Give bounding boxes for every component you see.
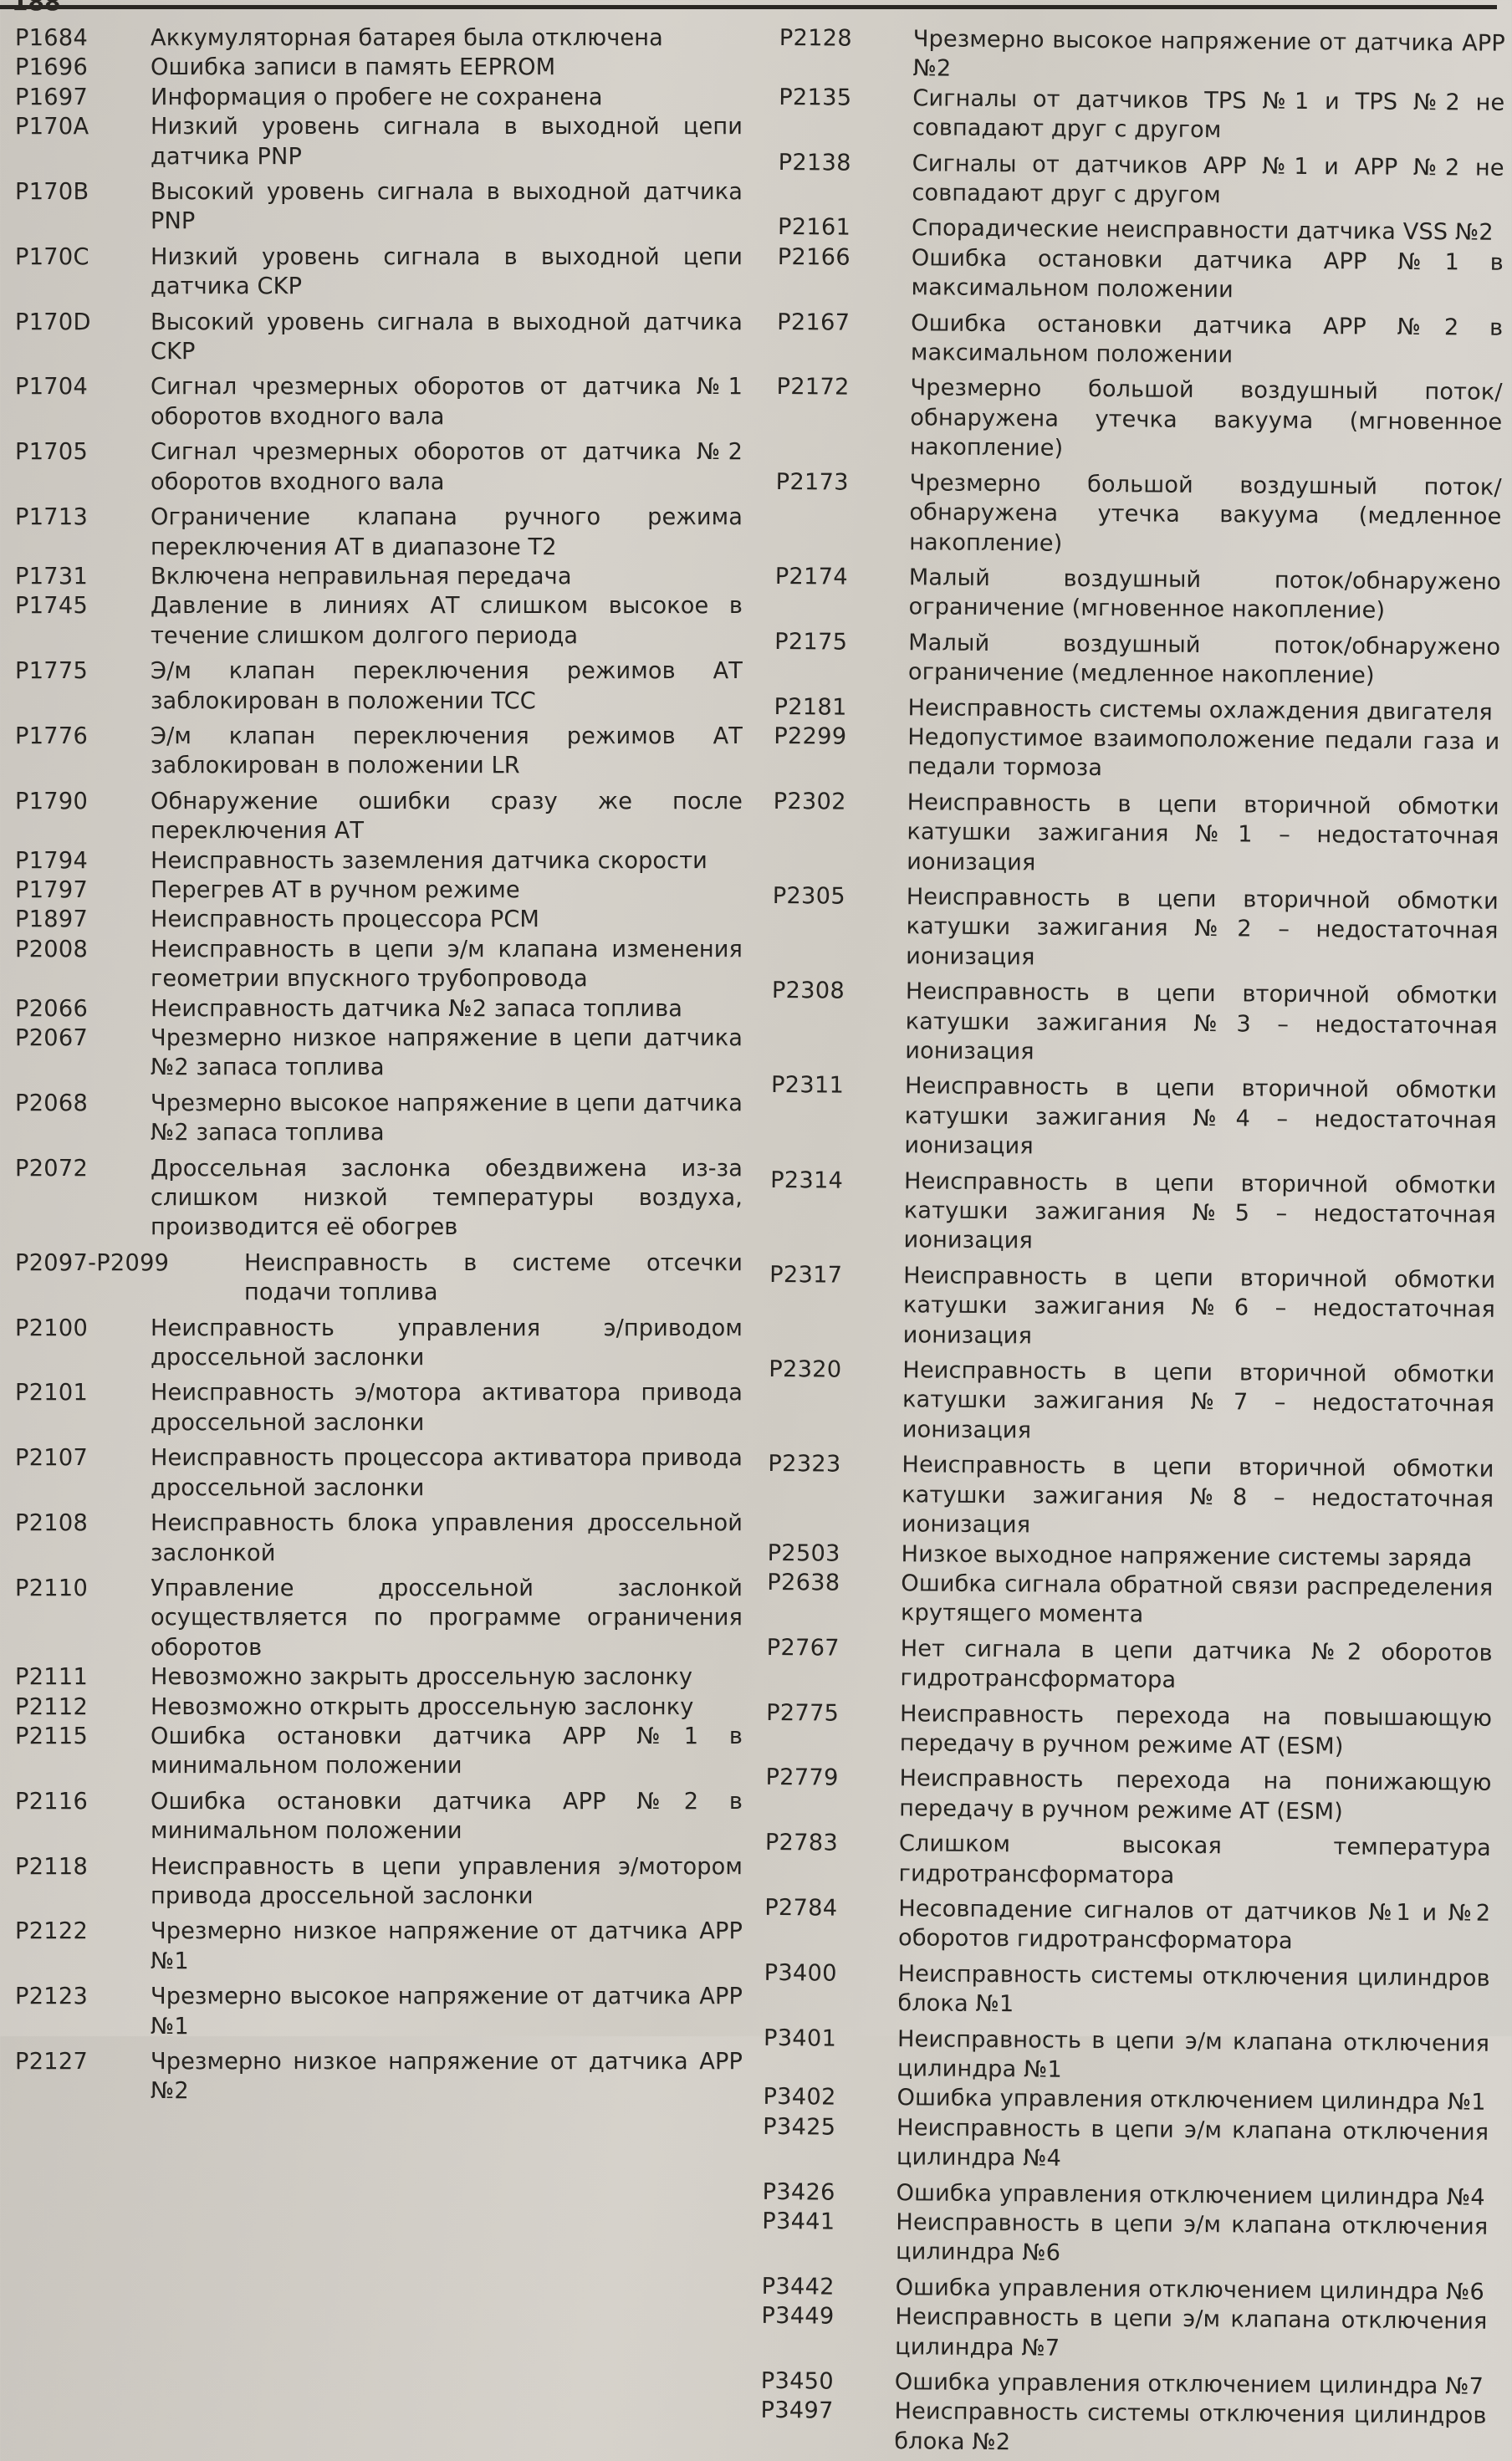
dtc-code: P1775: [15, 658, 89, 685]
dtc-description: Недопустимое взаимоположение педали газа и педали тормоза: [907, 724, 1500, 782]
dtc-description: Включена неправильная передача: [151, 563, 572, 590]
dtc-description: Неисправность в цепи э/м клапана отключения цилиндра №1: [896, 2025, 1490, 2083]
dtc-description: Невозможно закрыть дроссельную заслонку: [151, 1664, 693, 1691]
dtc-code: P2299: [774, 722, 847, 750]
dtc-code: P1696: [15, 54, 89, 81]
entry-p2116: [15, 1787, 743, 1846]
entry-p2115: [15, 1722, 743, 1781]
dtc-code: P3400: [764, 1959, 837, 1987]
dtc-description: Малый воздушный поток/обнаружено ограничение (медленное накопление): [907, 629, 1501, 689]
entry-p2128: [779, 23, 1505, 89]
entry-p2302: [773, 787, 1499, 881]
dtc-description: Неисправность в цепи вторичной обмотки катушки зажигания №6 – недостаточная ионизация: [902, 1263, 1496, 1350]
dtc-code: P2302: [773, 788, 846, 815]
dtc-code: P2115: [15, 1723, 89, 1749]
entry-p3425: [763, 2112, 1489, 2178]
dtc-code: P170D: [15, 309, 91, 335]
entry-p1705: [15, 437, 743, 497]
entry-p3497: [760, 2396, 1487, 2461]
dtc-description: Неисправность датчика №2 запаса топлива: [151, 995, 683, 1022]
dtc-code: P2118: [15, 1853, 89, 1880]
dtc-description: Чрезмерно высокое напряжение в цепи датчика №2 запаса топлива: [151, 1090, 743, 1146]
entry-p2072: [15, 1154, 743, 1243]
dtc-description: Чрезмерно высокое напряжение от датчика APP №2: [912, 26, 1505, 83]
dtc-description: Ошибка остановки датчика APP №1 в минимальном положении: [151, 1723, 743, 1779]
dtc-code: P1745: [15, 593, 89, 620]
dtc-description: Неисправность перехода на повышающую передачу в ручном режиме АТ (ESM): [899, 1700, 1493, 1760]
dtc-description: Неисправность э/мотора активатора привода дроссельной заслонки: [151, 1380, 743, 1436]
dtc-code: P2638: [767, 1569, 840, 1596]
dtc-code: P1731: [15, 563, 89, 590]
dtc-description: Неисправность системы отключения цилиндров блока №2: [894, 2398, 1487, 2456]
dtc-description: Ошибка остановки датчика APP №2 в минимальном положении: [151, 1788, 743, 1845]
dtc-description: Ошибка сигнала обратной связи распределения крутящего момента: [900, 1570, 1494, 1628]
dtc-description: Ошибка управления отключением цилиндра №4: [896, 2179, 1485, 2211]
dtc-code: P170A: [15, 114, 89, 140]
right-column: [760, 23, 1505, 2461]
dtc-code: P1794: [15, 847, 89, 874]
dtc-description: Неисправность системы отключения цилиндров блока №1: [897, 1960, 1490, 2018]
entry-p2167: [777, 308, 1504, 373]
dtc-description: Малый воздушный поток/обнаружено ограничение (мгновенное накопление): [908, 564, 1501, 625]
dtc-description: Ошибка записи в память EEPROM: [151, 54, 556, 81]
dtc-code: P3402: [763, 2084, 836, 2111]
entry-p2097-p2099: [15, 1248, 743, 1308]
dtc-code: P1684: [15, 25, 89, 51]
dtc-description: Неисправность блока управления дроссельной заслонкой: [151, 1510, 743, 1566]
dtc-code: P2779: [765, 1764, 839, 1791]
dtc-description: Неисправность в цепи вторичной обмотки катушки зажигания №4 – недостаточная ионизация: [904, 1073, 1498, 1160]
dtc-code: P2172: [776, 374, 850, 401]
entry-p2108: [15, 1509, 743, 1568]
dtc-description: Сигнал чрезмерных оборотов от датчика №2 оборотов входного вала: [151, 439, 743, 495]
dtc-code: P2173: [775, 468, 849, 496]
entry-p1704: [15, 372, 743, 431]
dtc-code: P170C: [15, 243, 89, 270]
dtc-description: Сигналы от датчиков TPS №1 и TPS №2 не совпадают друг с другом: [912, 85, 1505, 144]
entry-p1897: [15, 905, 743, 934]
dtc-description: Чрезмерно высокое напряжение от датчика APP №1: [151, 1984, 743, 2040]
dtc-description: Аккумуляторная батарея была отключена: [151, 25, 663, 51]
entry-p2779: [765, 1763, 1492, 1828]
dtc-code: P2111: [15, 1664, 89, 1691]
dtc-code: P2314: [770, 1167, 844, 1194]
dtc-description: Э/м клапан переключения режимов АТ заблокирован в положении LR: [151, 722, 743, 779]
dtc-description: Неисправность в цепи э/м клапана отключения цилиндра №6: [895, 2209, 1489, 2267]
dtc-code: P2503: [767, 1539, 840, 1567]
dtc-code: P2097-P2099: [15, 1249, 170, 1276]
dtc-code: P1797: [15, 876, 89, 903]
dtc-description: Неисправность системы охлаждения двигателя: [907, 694, 1493, 726]
entry-p2175: [774, 627, 1501, 692]
dtc-description: Чрезмерно низкое напряжение в цепи датчика №2 запаса топлива: [151, 1025, 743, 1081]
dtc-code: P2112: [15, 1693, 89, 1720]
dtc-description: Управление дроссельной заслонкой осуществляется по программе ограничения оборотов: [151, 1575, 743, 1661]
dtc-description: Дроссельная заслонка обездвижена из-за слишком низкой температуры воздуха, производится её обогрев: [151, 1155, 743, 1241]
dtc-description: Спорадические неисправности датчика VSS №2: [911, 215, 1494, 247]
dtc-description: Неисправность в цепи вторичной обмотки катушки зажигания №1 – недостаточная ионизация: [907, 789, 1499, 876]
dtc-code: P1697: [15, 84, 89, 110]
entry-p2308: [771, 976, 1498, 1070]
header-rule: [0, 5, 1497, 9]
dtc-description: Сигнал чрезмерных оборотов от датчика №1 оборотов входного вала: [151, 374, 743, 430]
dtc-code: P2323: [768, 1451, 841, 1478]
entry-p2174: [774, 562, 1501, 627]
dtc-code: P2072: [15, 1155, 89, 1182]
dtc-description: Ошибка остановки датчика APP №2 в максимальном положении: [910, 309, 1504, 369]
entry-p3441: [762, 2207, 1489, 2272]
dtc-code: P3450: [760, 2367, 835, 2395]
dtc-description: Ошибка управления отключением цилиндра №7: [894, 2369, 1484, 2400]
dtc-code: P2108: [15, 1510, 89, 1537]
entry-p170d: [15, 308, 743, 367]
dtc-code: P1790: [15, 788, 89, 814]
entry-p2166: [777, 243, 1504, 308]
dtc-description: Неисправность в цепи э/м клапана изменения геометрии впускного трубопровода: [151, 936, 743, 993]
dtc-description: Неисправность в цепи вторичной обмотки катушки зажигания №7 – недостаточная ионизация: [902, 1357, 1495, 1444]
dtc-code: P2100: [15, 1315, 89, 1341]
dtc-code: P2308: [771, 978, 845, 1004]
dtc-code: P2311: [770, 1072, 845, 1100]
entry-p3449: [761, 2301, 1488, 2367]
entry-p2173: [775, 467, 1502, 562]
entry-p1776: [15, 722, 743, 781]
entry-p1775: [15, 656, 743, 716]
entry-p2068: [15, 1089, 743, 1148]
entry-p2008: [15, 935, 743, 994]
dtc-code: P3441: [762, 2208, 835, 2235]
dtc-description: Неисправность заземления датчика скорости: [151, 847, 707, 874]
dtc-code: P2320: [769, 1356, 842, 1383]
dtc-description: Неисправность в цепи э/м клапана отключения цилиндра №4: [896, 2114, 1489, 2172]
dtc-description: Чрезмерно низкое напряжение от датчика APP №2: [151, 2049, 743, 2105]
dtc-code: P2101: [15, 1380, 89, 1407]
entry-p2299: [774, 722, 1500, 787]
entry-p1790: [15, 787, 743, 846]
dtc-code: P2317: [769, 1261, 843, 1289]
entry-p2305: [772, 881, 1499, 976]
dtc-code: P2138: [778, 149, 851, 176]
dtc-code: P2067: [15, 1025, 89, 1051]
entry-p1731: [15, 562, 743, 591]
entry-p2135: [779, 83, 1505, 148]
left-column: [15, 23, 743, 2106]
dtc-code: P2784: [764, 1894, 838, 1922]
dtc-code: P3425: [763, 2113, 836, 2141]
dtc-code: P1897: [15, 906, 89, 933]
entry-p2783: [764, 1828, 1491, 1893]
dtc-description: Неисправность в цепи вторичной обмотки катушки зажигания №3 – недостаточная ионизация: [905, 978, 1499, 1065]
dtc-code: P1705: [15, 439, 89, 466]
dtc-description: Неисправность в цепи вторичной обмотки катушки зажигания №8 – недостаточная ионизация: [901, 1452, 1494, 1539]
dtc-code: P2122: [15, 1918, 89, 1945]
dtc-code: P2110: [15, 1575, 89, 1601]
dtc-description: Неисправность в цепи вторичной обмотки катушки зажигания №5 – недостаточная ионизация: [903, 1167, 1497, 1254]
entry-p1713: [15, 503, 743, 562]
entry-p2101: [15, 1378, 743, 1437]
dtc-code: P1776: [15, 722, 89, 749]
dtc-code: P2066: [15, 995, 89, 1022]
dtc-code: P2174: [774, 563, 849, 590]
entry-p2067: [15, 1024, 743, 1083]
dtc-code: P3442: [761, 2273, 835, 2300]
entry-p2111: [15, 1662, 743, 1692]
dtc-description: Нет сигнала в цепи датчика №2 оборотов гидротрансформатора: [900, 1635, 1493, 1693]
entry-p1797: [15, 876, 743, 905]
entry-p1696: [15, 53, 743, 82]
dtc-description: Неисправность в цепи управления э/мотором привода дроссельной заслонки: [151, 1853, 743, 1909]
dtc-description: Высокий уровень сигнала в выходной датчика PNP: [151, 179, 743, 235]
dtc-code: P1704: [15, 374, 89, 401]
dtc-description: Ограничение клапана ручного режима переключения АТ в диапазоне Т2: [151, 504, 743, 560]
dtc-description: Чрезмерно низкое напряжение от датчика APP №1: [151, 1918, 743, 1974]
dtc-description: Слишком высокая температура гидротрансформатора: [898, 1830, 1492, 1889]
dtc-description: Ошибка управления отключением цилиндра №1: [896, 2085, 1486, 2116]
dtc-code: P2107: [15, 1445, 89, 1472]
entry-p2323: [768, 1449, 1494, 1544]
dtc-code: P1713: [15, 504, 89, 531]
dtc-code: P2175: [774, 628, 848, 656]
dtc-code: P2008: [15, 936, 89, 962]
dtc-code: P2068: [15, 1090, 89, 1116]
entry-p3400: [764, 1958, 1490, 2024]
dtc-description: Э/м клапан переключения режимов АТ заблокирован в положении TCC: [151, 658, 743, 714]
dtc-description: Перегрев АТ в ручном режиме: [151, 876, 520, 903]
entry-p1697: [15, 83, 743, 112]
dtc-code: P2166: [777, 243, 851, 271]
entry-p2775: [766, 1698, 1493, 1763]
dtc-code: P2767: [766, 1634, 840, 1662]
dtc-description: Низкий уровень сигнала в выходной цепи датчика CKP: [151, 243, 743, 300]
dtc-code: P3497: [760, 2397, 834, 2425]
entry-p1745: [15, 591, 743, 651]
dtc-code: P2305: [772, 882, 846, 910]
entry-p2172: [776, 372, 1503, 467]
dtc-code: P3426: [762, 2178, 835, 2206]
dtc-code: P170B: [15, 179, 89, 206]
dtc-description: Низкий уровень сигнала в выходной цепи датчика PNP: [151, 114, 743, 170]
dtc-description: Высокий уровень сигнала в выходной датчика CKP: [151, 309, 743, 365]
entry-p2107: [15, 1443, 743, 1503]
dtc-code: P2128: [779, 24, 853, 52]
dtc-code: P2783: [764, 1830, 839, 1856]
entry-p170b: [15, 177, 743, 237]
entry-p2138: [778, 148, 1504, 213]
dtc-description: Неисправность в цепи вторичной обмотки катушки зажигания №2 – недостаточная ионизация: [906, 884, 1499, 971]
entry-p2320: [769, 1355, 1495, 1449]
entry-p2122: [15, 1917, 743, 1976]
dtc-description: Информация о пробеге не сохранена: [151, 84, 603, 110]
dtc-description: Сигналы от датчиков APP №1 и APP №2 не совпадают друг с другом: [912, 150, 1504, 209]
dtc-description: Чрезмерно большой воздушный поток/обнаружена утечка вакуума (медленное накопление): [909, 469, 1502, 557]
entry-p2066: [15, 994, 743, 1024]
dtc-description: Ошибка остановки датчика APP №1 в максимальном положении: [911, 245, 1504, 304]
dtc-code: P2127: [15, 2049, 89, 2075]
dtc-description: Несовпадение сигналов от датчиков №1 и №2 оборотов гидротрансформатора: [897, 1896, 1491, 1955]
dtc-description: Неисправность перехода на понижающую передачу в ручном режиме АТ (ESM): [899, 1765, 1492, 1825]
dtc-description: Неисправность процессора PCM: [151, 906, 539, 933]
dtc-code: P2135: [779, 84, 852, 111]
entry-p2314: [769, 1166, 1496, 1260]
entry-p2127: [15, 2047, 743, 2106]
dtc-code: P2775: [766, 1699, 840, 1727]
dtc-code: P2116: [15, 1788, 89, 1815]
entry-p2311: [770, 1070, 1497, 1165]
dtc-description: Невозможно открыть дроссельную заслонку: [151, 1693, 694, 1720]
entry-p1684: [15, 23, 743, 53]
dtc-description: Низкое выходное напряжение системы заряда: [901, 1540, 1473, 1572]
dtc-code: P2123: [15, 1984, 89, 2010]
entry-p2112: [15, 1693, 743, 1722]
dtc-description: Обнаружение ошибки сразу же после переключения АТ: [151, 788, 743, 845]
entry-p2110: [15, 1574, 743, 1662]
entry-p2317: [769, 1260, 1496, 1355]
entry-p2784: [764, 1893, 1491, 1958]
entry-p3401: [764, 2024, 1490, 2089]
dtc-description: Неисправность в цепи э/м клапана отключения цилиндра №7: [895, 2304, 1488, 2361]
dtc-code: P3401: [763, 2024, 837, 2052]
dtc-description: Чрезмерно большой воздушный поток/обнаружена утечка вакуума (мгновенное накопление): [909, 375, 1503, 462]
dtc-description: Неисправность процессора активатора привода дроссельной заслонки: [151, 1445, 743, 1501]
entry-p2767: [766, 1633, 1493, 1698]
entry-p2100: [15, 1314, 743, 1373]
entry-p170c: [15, 243, 743, 302]
entry-p2118: [15, 1852, 743, 1912]
dtc-description: Ошибка управления отключением цилиндра №6: [895, 2275, 1484, 2305]
dtc-description: Неисправность управления э/приводом дроссельной заслонки: [151, 1315, 743, 1371]
entry-p2638: [767, 1568, 1494, 1633]
dtc-code: P2161: [777, 214, 851, 242]
dtc-code: P3449: [761, 2303, 835, 2330]
entry-p170a: [15, 112, 743, 171]
entry-p1794: [15, 846, 743, 876]
entry-p2123: [15, 1982, 743, 2041]
dtc-code: P2167: [777, 309, 850, 336]
dtc-description: Давление в линиях АТ слишком высокое в течение слишком долгого периода: [151, 593, 743, 649]
dtc-description: Неисправность в системе отсечки подачи топлива: [244, 1249, 743, 1306]
dtc-code: P2181: [774, 693, 847, 721]
